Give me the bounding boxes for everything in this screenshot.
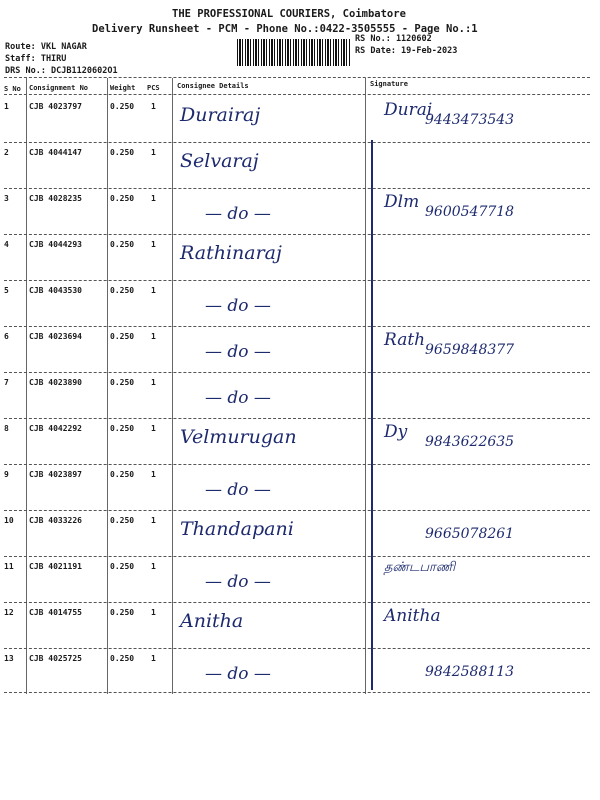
row-consignment-no: CJB 4044293 <box>29 240 82 249</box>
rs-number: RS No.: 1120602 <box>355 34 432 44</box>
row-sno: 12 <box>4 608 14 617</box>
row-consignment-no: CJB 4042292 <box>29 424 82 433</box>
col-consignee-header: Consignee Details <box>177 82 249 90</box>
row-pcs: 1 <box>151 332 156 341</box>
row-divider <box>4 234 590 235</box>
row-divider <box>4 602 590 603</box>
row-weight: 0.250 <box>110 424 135 433</box>
row-weight: 0.250 <box>110 102 135 111</box>
row-pcs: 1 <box>151 194 156 203</box>
row-consignee: Selvaraj <box>180 150 259 172</box>
row-pcs: 1 <box>151 470 156 479</box>
drs-number: DRS No.: DCJB1120602O1 <box>5 66 118 76</box>
row-signature: Dlm <box>384 192 420 212</box>
table-bottom-rule <box>4 692 590 693</box>
row-sno: 1 <box>4 102 9 111</box>
rs-date: RS Date: 19-Feb-2023 <box>355 46 458 56</box>
row-divider <box>4 464 590 465</box>
col-sno-header: S No <box>4 85 21 93</box>
row-divider <box>4 510 590 511</box>
row-divider <box>4 326 590 327</box>
row-consignee: — do — <box>205 664 271 684</box>
row-weight: 0.250 <box>110 194 135 203</box>
row-sno: 7 <box>4 378 9 387</box>
row-consignee: — do — <box>205 572 271 592</box>
row-weight: 0.250 <box>110 470 135 479</box>
col-consignment-header: Consignment No <box>29 84 89 92</box>
row-consignee: Anitha <box>180 610 244 632</box>
row-sno: 11 <box>4 562 14 571</box>
row-phone: 9659848377 <box>425 342 515 358</box>
row-weight: 0.250 <box>110 332 135 341</box>
row-sno: 4 <box>4 240 9 249</box>
row-consignment-no: CJB 4043530 <box>29 286 82 295</box>
row-pcs: 1 <box>151 240 156 249</box>
row-phone: 9600547718 <box>425 204 515 220</box>
row-consignee: — do — <box>205 204 271 224</box>
row-consignee: Velmurugan <box>180 426 297 448</box>
col-pcs-header: PCS <box>147 84 160 92</box>
row-phone: 9665078261 <box>425 526 515 542</box>
row-pcs: 1 <box>151 424 156 433</box>
table-top-rule <box>4 77 590 78</box>
row-phone: 9842588113 <box>425 664 515 680</box>
row-sno: 5 <box>4 286 9 295</box>
row-divider <box>4 418 590 419</box>
row-consignment-no: CJB 4044147 <box>29 148 82 157</box>
company-name: THE PROFESSIONAL COURIERS, Coimbatore <box>172 8 406 20</box>
col-weight-header: Weight <box>110 84 136 92</box>
row-pcs: 1 <box>151 102 156 111</box>
col-signature-header: Signature <box>370 80 408 88</box>
row-consignment-no: CJB 4023890 <box>29 378 82 387</box>
row-signature: Durai <box>384 100 433 120</box>
row-consignee: Rathinaraj <box>180 242 282 264</box>
row-sno: 9 <box>4 470 9 479</box>
row-weight: 0.250 <box>110 562 135 571</box>
row-pcs: 1 <box>151 148 156 157</box>
row-sno: 2 <box>4 148 9 157</box>
row-pcs: 1 <box>151 516 156 525</box>
row-weight: 0.250 <box>110 654 135 663</box>
row-weight: 0.250 <box>110 378 135 387</box>
row-sno: 3 <box>4 194 9 203</box>
row-weight: 0.250 <box>110 286 135 295</box>
row-phone: 9443473543 <box>425 112 515 128</box>
row-divider <box>4 142 590 143</box>
row-sno: 13 <box>4 654 14 663</box>
row-consignment-no: CJB 4033226 <box>29 516 82 525</box>
route-label: Route: VKL NAGAR <box>5 42 87 52</box>
row-divider <box>4 648 590 649</box>
row-sno: 6 <box>4 332 9 341</box>
barcode <box>237 39 350 66</box>
row-consignee: Durairaj <box>180 104 261 126</box>
row-consignment-no: CJB 4014755 <box>29 608 82 617</box>
runsheet-title: Delivery Runsheet - PCM - Phone No.:0422-3505555 - Page No.:1 <box>92 23 478 35</box>
row-consignment-no: CJB 4023797 <box>29 102 82 111</box>
row-weight: 0.250 <box>110 240 135 249</box>
row-consignee: Thandapani <box>180 518 294 540</box>
row-signature: Dy <box>384 422 408 442</box>
row-pcs: 1 <box>151 654 156 663</box>
row-divider <box>4 188 590 189</box>
staff-label: Staff: THIRU <box>5 54 67 64</box>
row-signature: Anitha <box>384 606 441 626</box>
row-consignee: — do — <box>205 480 271 500</box>
row-pcs: 1 <box>151 286 156 295</box>
row-phone: 9843622635 <box>425 434 515 450</box>
row-divider <box>4 280 590 281</box>
row-sno: 8 <box>4 424 9 433</box>
row-consignee: — do — <box>205 388 271 408</box>
row-consignment-no: CJB 4028235 <box>29 194 82 203</box>
row-pcs: 1 <box>151 378 156 387</box>
row-weight: 0.250 <box>110 608 135 617</box>
row-sno: 10 <box>4 516 14 525</box>
row-signature: Rath <box>384 330 426 350</box>
row-consignment-no: CJB 4023694 <box>29 332 82 341</box>
row-consignee: — do — <box>205 342 271 362</box>
row-consignee: — do — <box>205 296 271 316</box>
row-pcs: 1 <box>151 608 156 617</box>
row-consignment-no: CJB 4023897 <box>29 470 82 479</box>
row-consignment-no: CJB 4021191 <box>29 562 82 571</box>
row-weight: 0.250 <box>110 516 135 525</box>
row-divider <box>4 372 590 373</box>
table-header-rule <box>4 94 590 95</box>
row-signature: தண்டபாணி <box>384 560 456 575</box>
row-weight: 0.250 <box>110 148 135 157</box>
row-pcs: 1 <box>151 562 156 571</box>
row-divider <box>4 556 590 557</box>
row-consignment-no: CJB 4025725 <box>29 654 82 663</box>
